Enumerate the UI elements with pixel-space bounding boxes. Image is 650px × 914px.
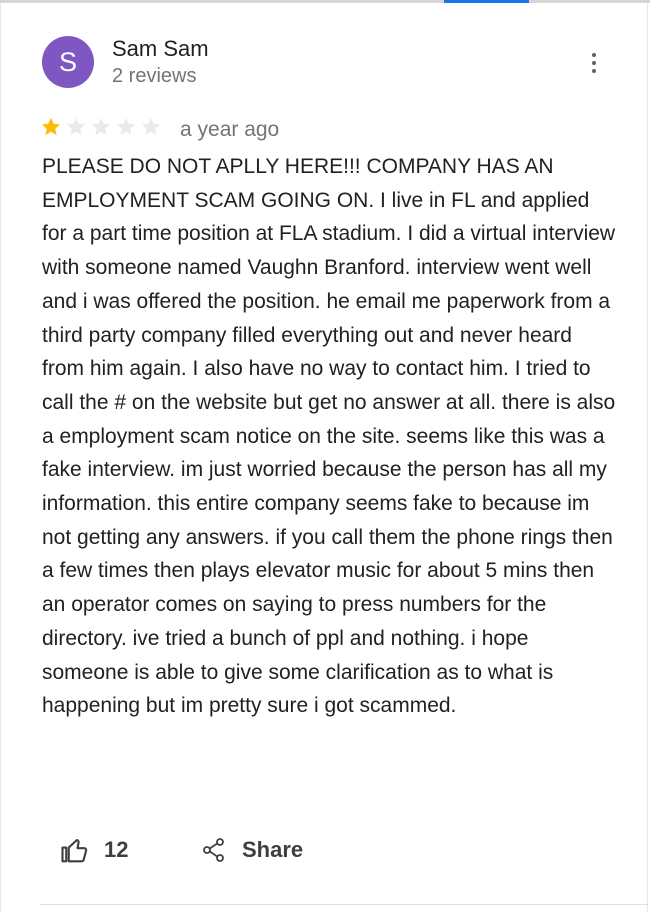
star-filled-icon xyxy=(40,116,62,138)
more-options-icon[interactable] xyxy=(582,48,606,78)
reviewer-name[interactable]: Sam Sam xyxy=(112,36,209,61)
like-button[interactable] xyxy=(60,830,128,870)
star-empty-icon xyxy=(90,116,112,138)
share-icon xyxy=(202,837,226,863)
active-tab-indicator xyxy=(444,0,529,3)
star-empty-icon xyxy=(140,116,162,138)
share-button[interactable] xyxy=(202,830,303,870)
star-empty-icon xyxy=(65,116,87,138)
star-rating xyxy=(40,114,162,140)
like-count: 12 xyxy=(104,837,129,862)
tab-divider xyxy=(0,0,650,3)
avatar[interactable]: S xyxy=(42,36,94,88)
divider xyxy=(40,904,648,905)
review-time: a year ago xyxy=(180,118,280,141)
reviewer-reviews-count[interactable]: 2 reviews xyxy=(112,65,197,87)
thumbs-up-icon xyxy=(60,835,90,865)
star-empty-icon xyxy=(115,116,137,138)
share-label: Share xyxy=(242,837,304,862)
review-text: PLEASE DO NOT APLLY HERE!!! COMPANY HAS AN EMPLOYMENT SCAM GOING ON. I live in FL and applied for a part time position at FLA stadium. I did a virtual interview with someone named Vaughn Branford. interview went well and i was offered the position. he email me paperwork from a third party company filled everything out and never heard from him again. I also have no way to contact him. I tried to call the # on the website but get no answer at all. there is also a employment scam notice on the site. seems like this was a fake interview. im just worried because the person has all my information. this entire company seems fake to because im not getting any answers. if you call them the phone rings then a few times then plays elevator music for about 5 mins then an operator comes on saying to press numbers for the directory. ive tried a bunch of ppl and nothing. i hope someone is able to give some clarification as to what is happening but im pretty sure i got scammed. xyxy=(42,155,616,718)
